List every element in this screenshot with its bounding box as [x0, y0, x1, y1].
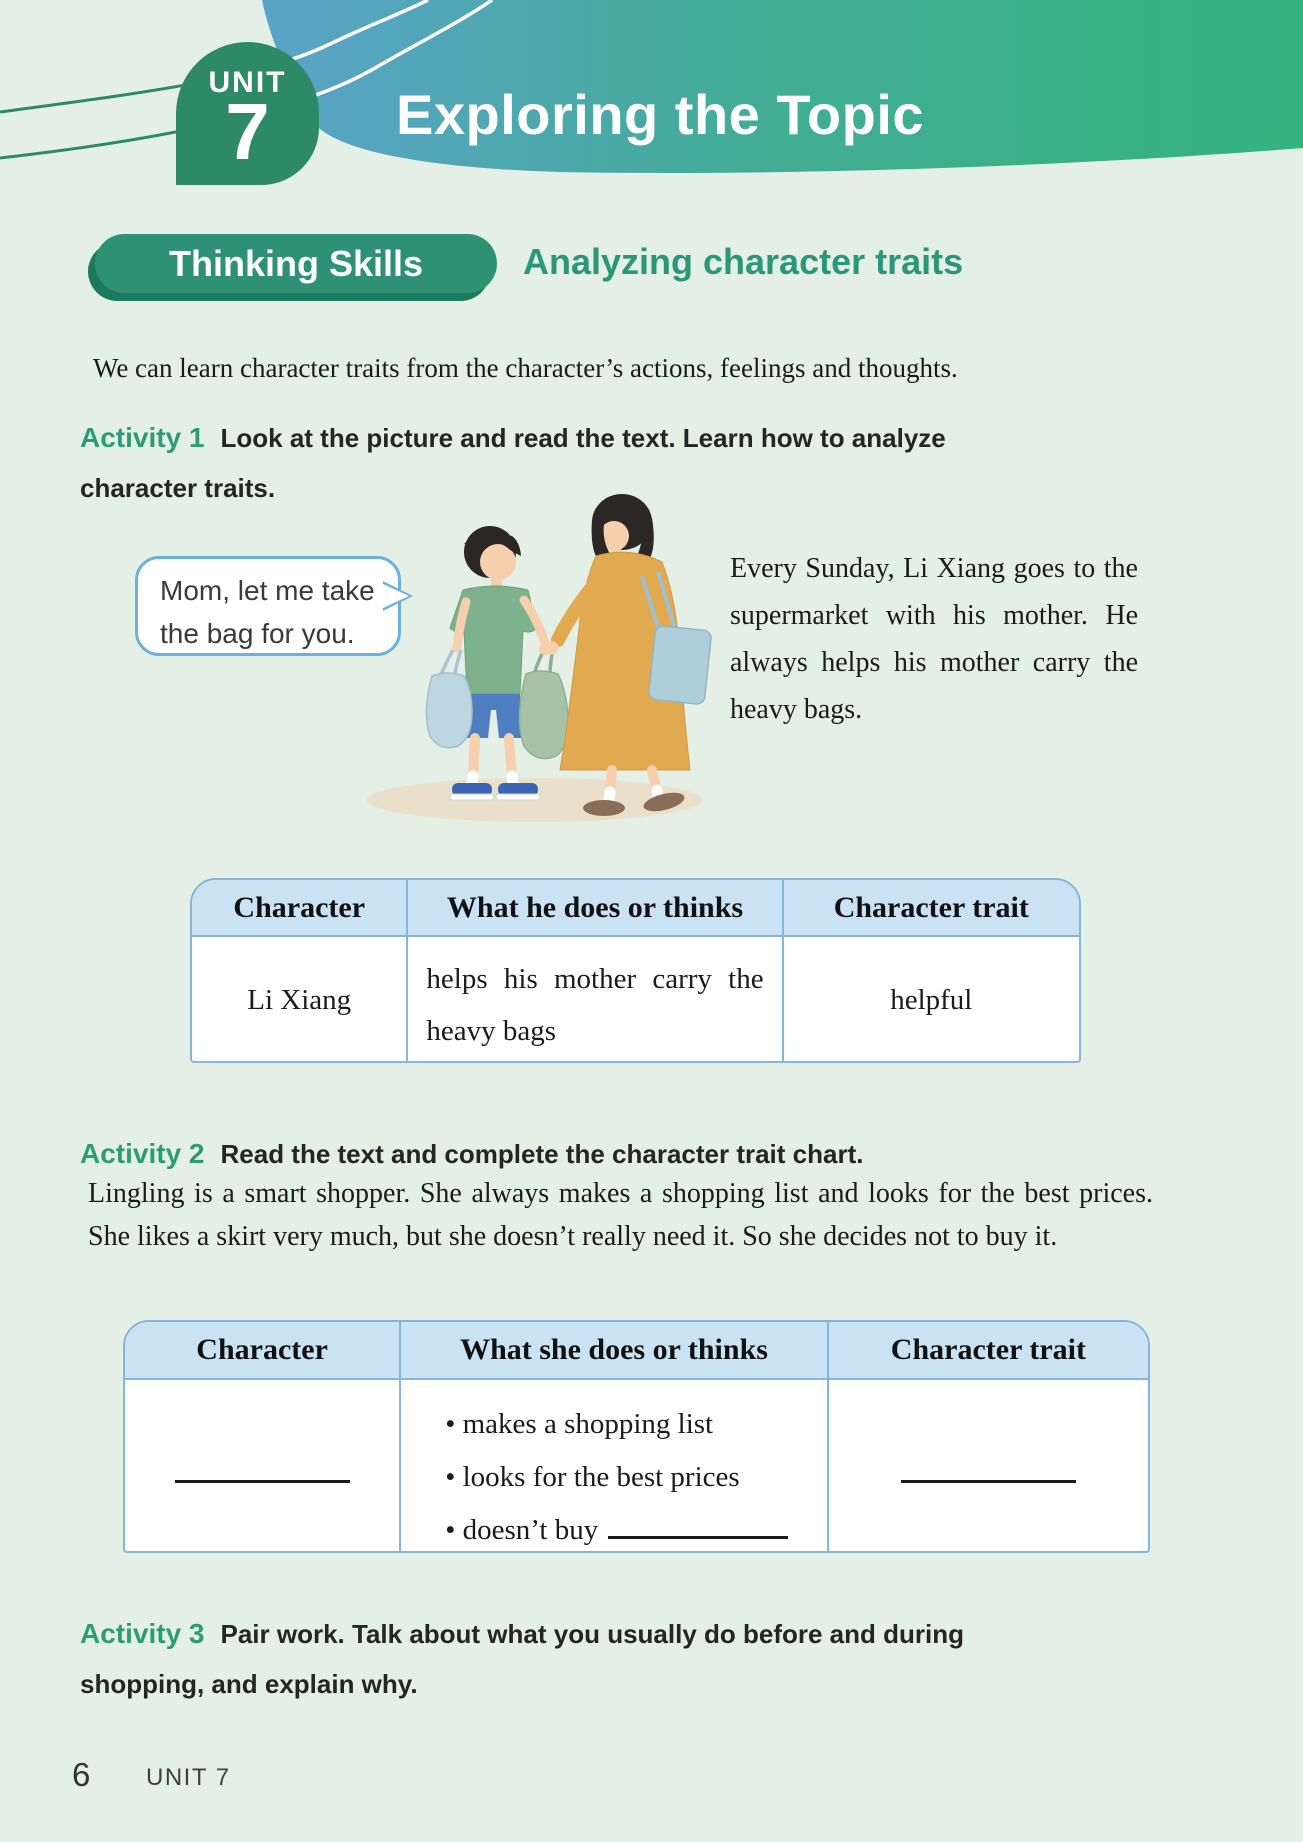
activity1-instruction: Look at the picture and read the text. Learn how to analyze character traits. — [80, 423, 946, 503]
character-trait-table-2 — [123, 1320, 1150, 1553]
illustration-boy-and-mother — [360, 480, 740, 825]
table2-header-character: Character — [125, 1322, 401, 1378]
unit-label: UNIT — [208, 66, 287, 99]
speech-bubble-line2: the bag for you. — [160, 617, 355, 649]
bullet-item-2: • looks for the best prices — [445, 1451, 827, 1504]
activity3-heading — [80, 1608, 1040, 1708]
table2-body-row — [125, 1380, 1148, 1553]
boy-figure — [450, 526, 546, 800]
table2-header-action: What she does or thinks — [401, 1322, 829, 1378]
table1-body-row — [192, 937, 1079, 1063]
activity3-instruction: Pair work. Talk about what you usually do before and during shopping, and explain why. — [80, 1619, 965, 1699]
table1-header-row — [192, 880, 1079, 937]
doesnt-buy-blank-line — [608, 1507, 788, 1539]
reading-text-1: Every Sunday, Li Xiang goes to the supermarket with his mother. He always helps his mother carry the heavy bags. — [730, 553, 1138, 726]
activity3-label: Activity 3 — [80, 1618, 205, 1649]
thinking-skills-subtitle: Analyzing character traits — [523, 241, 964, 282]
table2-cell-trait-blank — [829, 1380, 1148, 1553]
page-title: Exploring the Topic — [396, 83, 925, 146]
page-number: 6 — [72, 1756, 91, 1793]
table1-cell-character: Li Xiang — [192, 937, 408, 1063]
table2-header-row — [125, 1322, 1148, 1380]
table1-cell-trait: helpful — [890, 983, 973, 1016]
bullet-item-3: • doesn’t buy — [445, 1504, 827, 1553]
activity2-label: Activity 2 — [80, 1138, 205, 1169]
table1-header-trait: Character trait — [833, 890, 1029, 924]
activity1-label: Activity 1 — [80, 422, 205, 453]
table2-cell-actions — [401, 1380, 829, 1553]
unit-number: 7 — [225, 87, 270, 176]
footer-unit-label: UNIT 7 — [146, 1764, 231, 1791]
intro-text: We can learn character traits from the character’s actions, feelings and thoughts. — [93, 353, 958, 383]
character-trait-table-1 — [190, 878, 1081, 1063]
thinking-skills-badge: Thinking Skills — [95, 234, 497, 293]
table1-header-character: Character — [192, 880, 408, 935]
table2-cell-character-blank — [125, 1380, 401, 1553]
mother-figure — [539, 494, 712, 816]
table1-header-action: What he does or thinks — [408, 880, 783, 935]
unit-badge — [176, 42, 319, 185]
trait-blank-line — [901, 1451, 1076, 1483]
character-blank-line — [175, 1451, 350, 1483]
bullet-item-1: • makes a shopping list — [445, 1398, 827, 1451]
reading-text-2: Lingling is a smart shopper. She always makes a shopping list and looks for the best prices. She likes a skirt very much, but she doesn’t really need it. So she decides not to buy it. — [88, 1178, 1153, 1253]
table1-cell-action: helps his mother carry the heavy bags — [408, 937, 783, 1063]
table2-header-trait: Character trait — [890, 1333, 1086, 1366]
activity2-instruction: Read the text and complete the character trait chart. — [220, 1139, 864, 1169]
green-shopping-bag — [519, 654, 568, 758]
speech-bubble-line1: Mom, let me take — [160, 575, 375, 606]
